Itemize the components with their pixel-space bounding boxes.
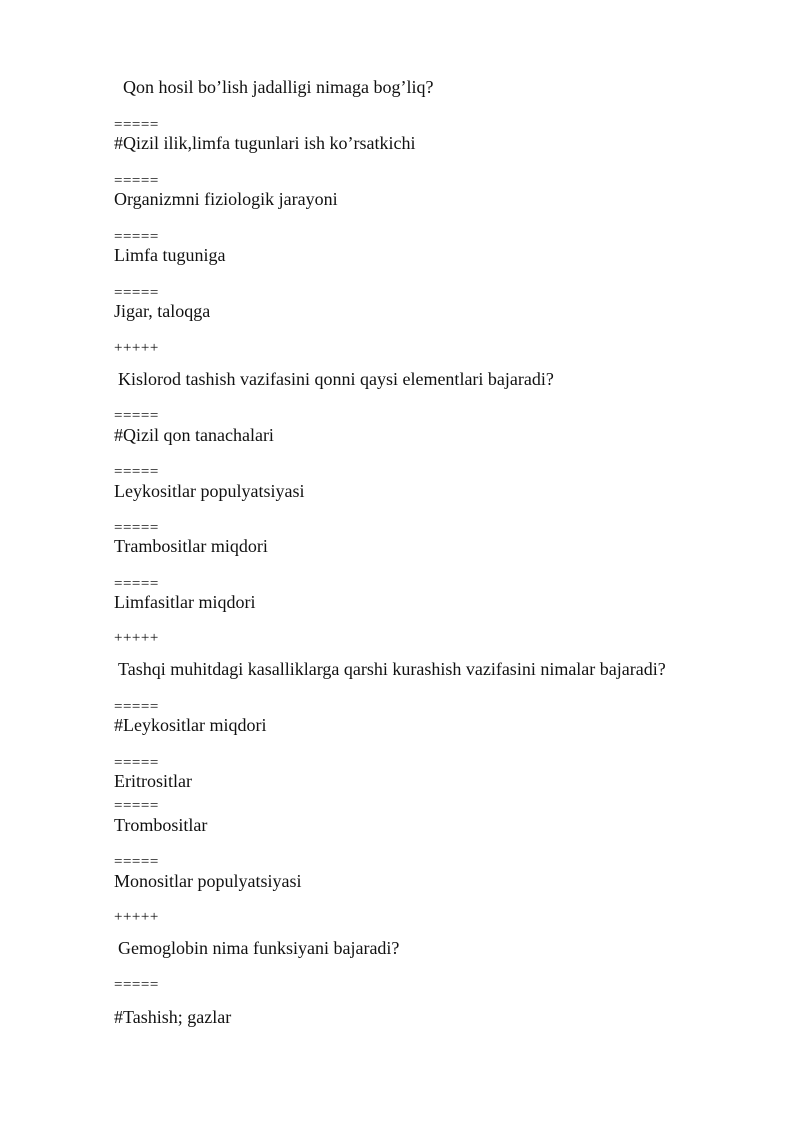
separator: ===== <box>114 173 159 189</box>
question-separator: +++++ <box>114 909 159 925</box>
separator: ===== <box>114 755 159 771</box>
question-2: Kislorod tashish vazifasini qonni qaysi elementlari bajaradi? <box>118 369 554 389</box>
answer-option: Trombositlar <box>114 815 208 835</box>
separator: ===== <box>114 699 159 715</box>
answer-correct: #Leykositlar miqdori <box>114 715 267 735</box>
separator: ===== <box>114 977 159 993</box>
answer-option: Leykositlar populyatsiyasi <box>114 481 305 501</box>
answer-option: Eritrositlar <box>114 771 192 791</box>
answer-option: Limfasitlar miqdori <box>114 592 256 612</box>
separator: ===== <box>114 285 159 301</box>
answer-option: Organizmni fiziologik jarayoni <box>114 189 338 209</box>
separator: ===== <box>114 798 159 814</box>
separator: ===== <box>114 576 159 592</box>
answer-correct: #Tashish; gazlar <box>114 1007 232 1027</box>
separator: ===== <box>114 117 159 133</box>
question-4: Gemoglobin nima funksiyani bajaradi? <box>118 938 400 958</box>
answer-option: Limfa tuguniga <box>114 245 226 265</box>
question-separator: +++++ <box>114 630 159 646</box>
answer-option: Jigar, taloqga <box>114 301 211 321</box>
answer-correct: #Qizil qon tanachalari <box>114 425 274 445</box>
answer-option: Monositlar populyatsiyasi <box>114 871 302 891</box>
answer-option: Trambositlar miqdori <box>114 536 268 556</box>
separator: ===== <box>114 408 159 424</box>
separator: ===== <box>114 229 159 245</box>
separator: ===== <box>114 854 159 870</box>
question-3: Tashqi muhitdagi kasalliklarga qarshi kurashish vazifasini nimalar bajaradi? <box>118 659 666 679</box>
answer-correct: #Qizil ilik,limfa tugunlari ish ko’rsatkichi <box>114 133 416 153</box>
separator: ===== <box>114 520 159 536</box>
question-separator: +++++ <box>114 340 159 356</box>
question-1: Qon hosil bo’lish jadalligi nimaga bog’liq? <box>123 77 434 97</box>
separator: ===== <box>114 464 159 480</box>
